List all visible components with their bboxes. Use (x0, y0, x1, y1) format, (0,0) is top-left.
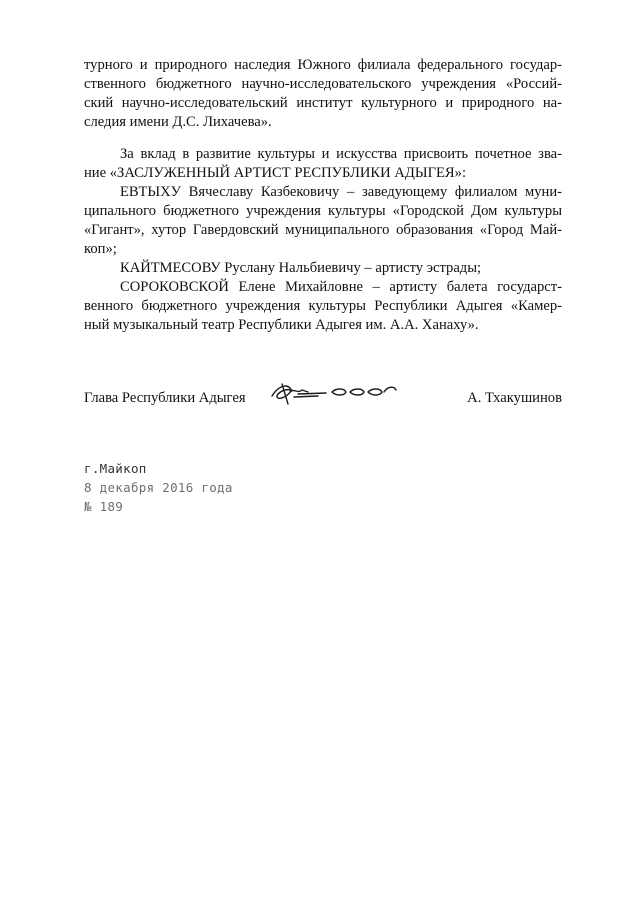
text-line: коп»; (84, 241, 117, 257)
text-line: следия имени Д.С. Лихачева». (84, 114, 272, 130)
text-line: ский научно-исследовательский институт культурного и природного на- (84, 95, 562, 111)
signatory-name: А. Тхакушинов (467, 390, 562, 406)
handwritten-signature-icon (268, 380, 400, 408)
decree-section (84, 145, 562, 335)
intro-text (84, 56, 562, 132)
text-line: ЕВТЫХУ Вячеславу Казбековичу – заведующему филиалом муни- (120, 184, 562, 200)
text-line: ный музыкальный театр Республики Адыгея им. А.А. Ханаху». (84, 317, 479, 333)
place-date-number-stamp (84, 459, 233, 516)
text-line: За вклад в развитие культуры и искусства присвоить почетное зва- (120, 146, 562, 162)
stamp-number: № 189 (84, 499, 124, 514)
stamp-date: 8 декабря 2016 года (84, 480, 233, 495)
recipient-kaytmesov (84, 259, 562, 278)
text-line: ципального бюджетного учреждения культуры «Городской Дом культуры (84, 203, 562, 219)
intro-paragraph (84, 56, 562, 132)
recipient-sorokovskaya (84, 278, 562, 335)
text-line: турного и природного наследия Южного филиала федерального государ- (84, 57, 562, 73)
recipient-evtykh (84, 183, 562, 259)
signatory-position: Глава Республики Адыгея (84, 390, 246, 406)
text-line: ственного бюджетного научно-исследовательского учреждения «Россий- (84, 76, 562, 92)
signature-block (84, 380, 562, 410)
text-line: КАЙТМЕСОВУ Руслану Нальбиевичу – артисту эстрады; (120, 260, 482, 276)
text-line: ние «ЗАСЛУЖЕННЫЙ АРТИСТ РЕСПУБЛИКИ АДЫГЕЯ»: (84, 165, 467, 181)
text-line: «Гигант», хутор Гавердовский муниципального образования «Город Май- (84, 222, 562, 238)
text-line: венного бюджетного учреждения культуры Республики Адыгея «Камер- (84, 298, 562, 314)
text-line: СОРОКОВСКОЙ Елене Михайловне – артисту балета государст- (120, 279, 562, 295)
decree-paragraph (84, 145, 562, 183)
stamp-city: г.Майкоп (84, 461, 147, 476)
